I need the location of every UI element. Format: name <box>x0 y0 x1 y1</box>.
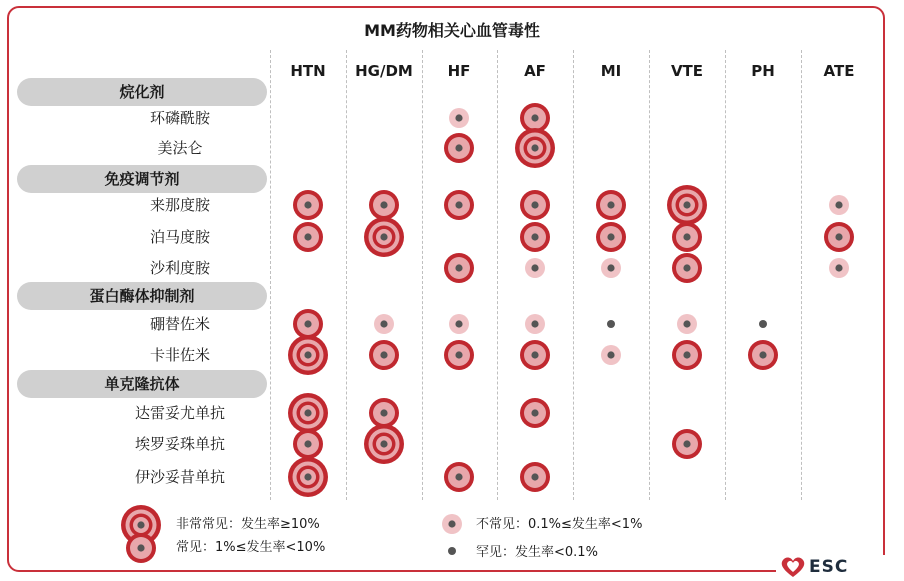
incidence-dot-uncommon <box>449 314 469 334</box>
drug-name: 环磷酰胺 <box>149 109 210 127</box>
incidence-dot-common <box>824 222 854 252</box>
column-header-vte: VTE <box>670 62 704 80</box>
incidence-dot-common <box>444 253 474 283</box>
category-label: 蛋白酶体抑制剂 <box>17 282 267 310</box>
esc-logo-text: ESC <box>809 557 849 577</box>
incidence-dot-common <box>596 222 626 252</box>
incidence-dot-common <box>520 398 550 428</box>
legend-rare-icon <box>448 547 456 555</box>
heart-icon <box>778 555 808 579</box>
drug-name: 沙利度胺 <box>149 259 210 277</box>
incidence-dot-uncommon <box>374 314 394 334</box>
drug-name: 来那度胺 <box>149 196 210 214</box>
column-header-ate: ATE <box>823 62 855 80</box>
incidence-dot-common <box>672 253 702 283</box>
category-label: 免疫调节剂 <box>17 165 267 193</box>
incidence-dot-common <box>520 462 550 492</box>
incidence-dot-common <box>444 190 474 220</box>
incidence-dot-very-common <box>364 424 404 464</box>
drug-name: 美法仑 <box>157 139 203 157</box>
incidence-dot-rare <box>759 320 767 328</box>
column-header-mi: MI <box>600 62 622 80</box>
incidence-dot-uncommon <box>829 258 849 278</box>
drug-name: 硼替佐米 <box>149 315 210 333</box>
column-header-hf: HF <box>447 62 471 80</box>
category-label: 烷化剂 <box>17 78 267 106</box>
incidence-dot-common <box>293 309 323 339</box>
incidence-dot-very-common <box>364 217 404 257</box>
incidence-dot-common <box>444 462 474 492</box>
column-header-htn: HTN <box>290 62 326 80</box>
incidence-dot-common <box>672 340 702 370</box>
column-header-af: AF <box>524 62 546 80</box>
incidence-dot-common <box>293 222 323 252</box>
incidence-dot-common <box>520 190 550 220</box>
legend-uncommon-icon <box>442 514 462 534</box>
incidence-dot-common <box>520 340 550 370</box>
incidence-dot-common <box>369 190 399 220</box>
incidence-dot-common <box>748 340 778 370</box>
incidence-dot-uncommon <box>525 258 545 278</box>
incidence-dot-common <box>672 429 702 459</box>
legend-common-icon <box>126 533 156 563</box>
column-header-ph: PH <box>751 62 775 80</box>
legend-very-common-label: 非常常见：发生率≥10% <box>176 517 320 532</box>
incidence-dot-very-common <box>288 335 328 375</box>
legend-uncommon-label: 不常见：0.1%≤发生率<1% <box>476 517 643 532</box>
incidence-dot-common <box>369 340 399 370</box>
category-label: 单克隆抗体 <box>17 370 267 398</box>
incidence-dot-uncommon <box>829 195 849 215</box>
incidence-dot-uncommon <box>449 108 469 128</box>
incidence-dot-common <box>369 398 399 428</box>
drug-name: 达雷妥尤单抗 <box>134 404 225 422</box>
incidence-dot-common <box>293 429 323 459</box>
incidence-dot-common <box>672 222 702 252</box>
incidence-dot-very-common <box>515 128 555 168</box>
drug-name: 卡非佐米 <box>149 346 210 364</box>
legend-common-label: 常见：1%≤发生率<10% <box>176 540 326 555</box>
figure-title: MM药物相关心血管毒性 <box>364 21 540 40</box>
drug-name: 泊马度胺 <box>149 228 210 246</box>
incidence-dot-uncommon <box>601 345 621 365</box>
column-header-hgdm: HG/DM <box>355 62 413 80</box>
incidence-dot-uncommon <box>601 258 621 278</box>
incidence-dot-common <box>520 222 550 252</box>
incidence-dot-common <box>293 190 323 220</box>
incidence-dot-common <box>596 190 626 220</box>
incidence-dot-uncommon <box>677 314 697 334</box>
incidence-dot-very-common <box>288 457 328 497</box>
incidence-dot-uncommon <box>525 314 545 334</box>
drug-name: 埃罗妥珠单抗 <box>134 435 225 453</box>
legend-rare-label: 罕见：发生率<0.1% <box>476 545 598 560</box>
incidence-dot-common <box>444 133 474 163</box>
incidence-dot-rare <box>607 320 615 328</box>
drug-name: 伊沙妥昔单抗 <box>134 468 225 486</box>
incidence-dot-common <box>444 340 474 370</box>
incidence-dot-very-common <box>667 185 707 225</box>
incidence-dot-very-common <box>288 393 328 433</box>
